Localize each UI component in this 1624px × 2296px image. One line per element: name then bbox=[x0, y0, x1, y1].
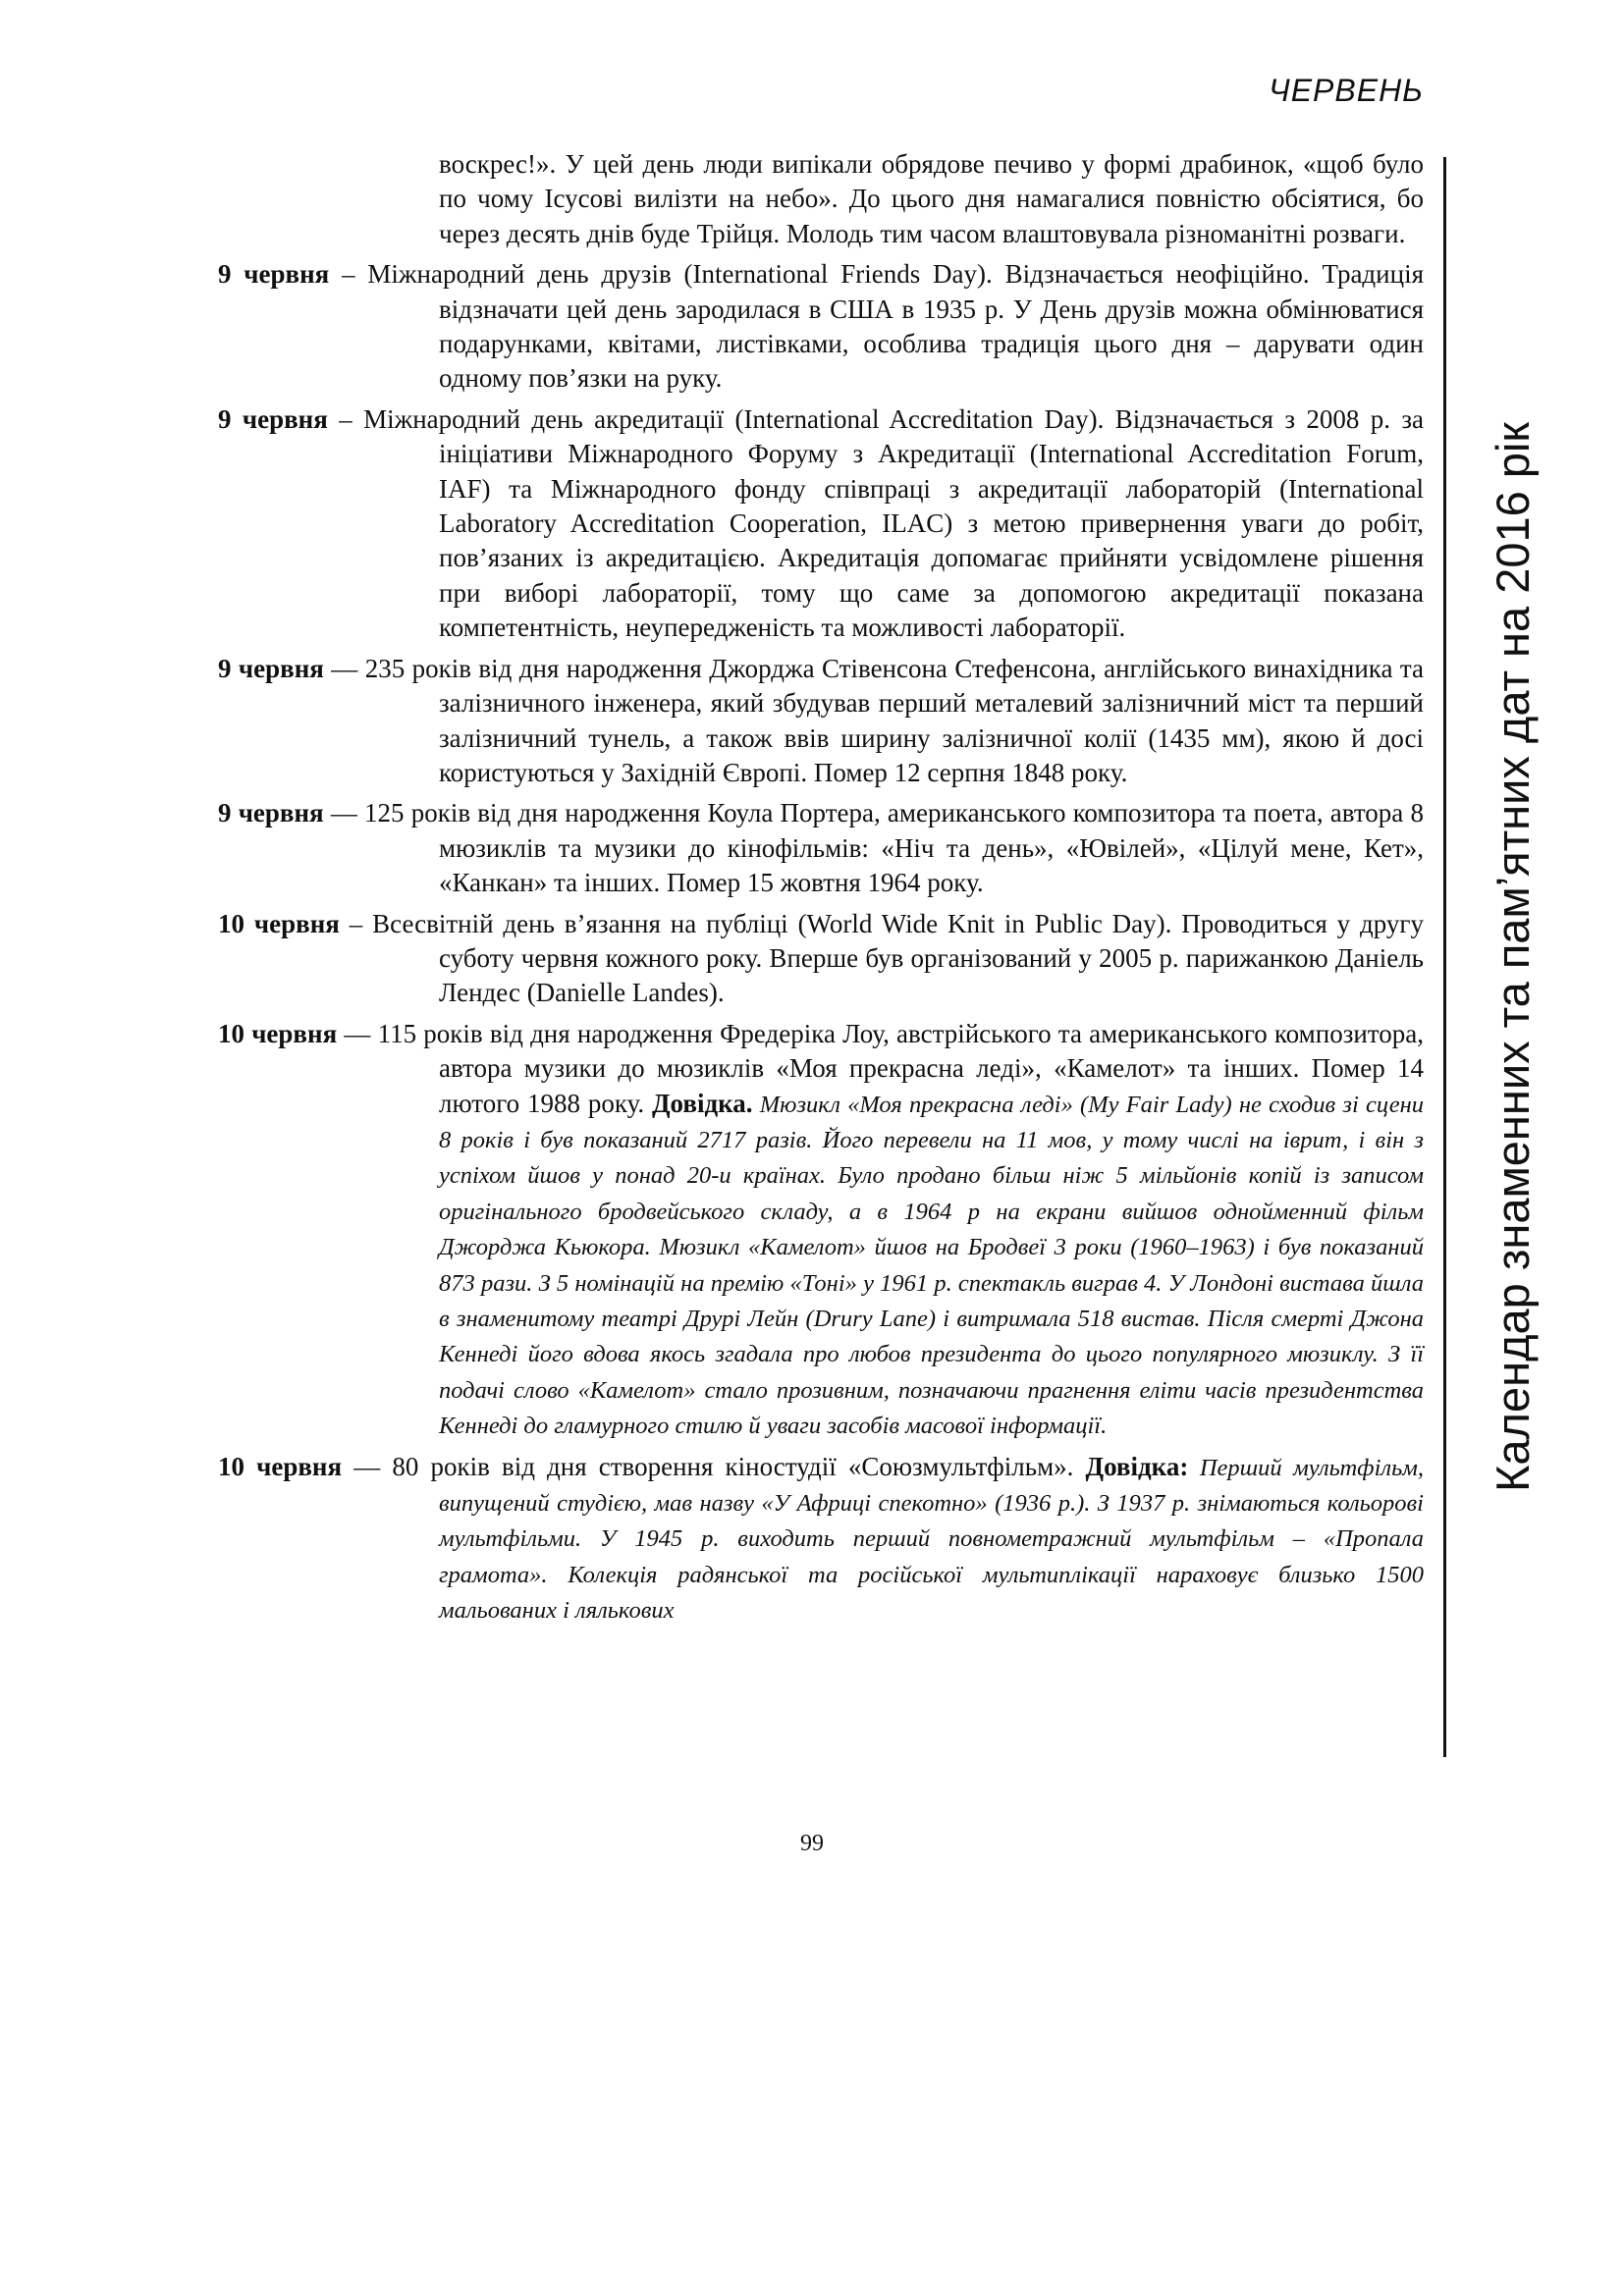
reference-note: Мюзикл «Моя прекрасна леді» (My Fair Lady) не сходив зі сцени 8 років і був показаний 2717 разів. Його перевели на 11 мов, у тому числі на іврит, і він з успіхом йшов у понад 20-и країнах. Було продано більш ніж 5 мільйонів копій із записом оригінального бродвейського складу, а в 1964 р на екрани вийшов однойменний фільм Джорджа Кьюкора. Мюзикл «Камелот» йшов на Бродвеї 3 роки (1960–1963) і був показаний 873 рази. З 5 номінацій на премію «Тоні» у 1961 р. спектакль виграв 4. У Лондоні вистава йшла в знаменитому театрі Друрі Лейн (Drury Lane) і витримала 518 вистав. Після смерті Джона Кеннеді його вдова якось згадала про любов президента до цього популярного мюзиклу. З її подачі слово «Камелот» стало прозивним, позначаючи прагнення еліти часів президентства Кеннеді до гламурного стилю й уваги засобів масової інформації. bbox=[439, 1091, 1424, 1440]
entry-text: — 115 років від дня народження Фредеріка Лоу, австрійського та американського композитора, автора музики до мюзиклів «Моя прекрасна леді», «Камелот» та інших. Помер 14 лютого 1988 року. bbox=[337, 1018, 1424, 1118]
date-entry bbox=[218, 796, 1424, 900]
entry-text: – Міжнародний день друзів (International Friends Day). Відзначається неофіційно. Традиція відзначати цей день зародилася в США в 1935 р. У День друзів можна обмінюватися подарунками, квітами, листівками, особлива традиція цього дня – дарувати один одному пов’язки на руку. bbox=[329, 259, 1424, 394]
entry-date: 9 червня bbox=[218, 403, 328, 434]
entry-text: — 125 років від дня народження Коула Портера, американського композитора та поета, автора 8 мюзиклів та музики до кінофільмів: «Ніч та день», «Ювілей», «Цілуй мене, Кет», «Канкан» та інших. Помер 15 жовтня 1964 року. bbox=[323, 798, 1424, 898]
entry-text: – Всесвітній день в’язання на публіці (World Wide Knit in Public Day). Проводиться у другу суботу червня кожного року. Вперше був організований у 2005 р. парижанкою Даніель Лендес (Danielle Landes). bbox=[339, 908, 1424, 1008]
entry-date: 9 червня bbox=[218, 259, 330, 290]
page-header-title: ЧЕРВЕНЬ bbox=[1269, 73, 1424, 108]
page-body bbox=[218, 147, 1424, 1629]
reference-label: Довідка. bbox=[651, 1088, 753, 1118]
date-entry bbox=[218, 907, 1424, 1011]
date-entry bbox=[218, 1450, 1424, 1629]
entry-text: — 235 років від дня народження Джорджа Стівенсона Стефенсона, англійського винахідника та залізничного інженера, який збудував перший металевий залізничний міст та перший залізничний тунель, а також ввів ширину залізничної колії (1435 мм), якою й досі користуються у Західній Європі. Помер 12 серпня 1848 року. bbox=[323, 653, 1424, 787]
entry-text: – Міжнародний день акредитації (International Accreditation Day). Відзначається з 2008 р. за ініціативи Міжнародного Форуму з Акредитації (International Accreditation Forum, IAF) та Міжнародного фонду співпраці з акредитації лабораторій (International Laboratory Accreditation Cooperation, ILAC) з метою привернення уваги до робіт, пов’язаних із акредитацією. Акредитація допомагає прийняти усвідомлене рішення при виборі лабораторії, тому що саме за допомогою акредитації показана компетентність, неупередженість та можливості лабораторії. bbox=[327, 403, 1424, 643]
entry-date: 10 червня bbox=[218, 908, 340, 938]
reference-label: Довідка: bbox=[1085, 1451, 1189, 1481]
side-vertical-rule bbox=[1443, 157, 1446, 1757]
side-running-title: Календар знаменних та пам’ятних дат на 2016 рік bbox=[1487, 422, 1539, 1492]
entry-text: — 80 років від дня створення кіностудії «Союзмультфільм». bbox=[342, 1451, 1086, 1481]
continued-paragraph: воскрес!». У цей день люди випікали обрядове печиво у формі драбинок, «щоб було по чому Ісусові вилізти на небо». До цього дня намагалися повністю обсіятися, бо через десять днів буде Трійця. Молодь тим часом влаштовувала різноманітні розваги. bbox=[439, 149, 1424, 248]
date-entry bbox=[218, 1017, 1424, 1444]
date-entry bbox=[218, 257, 1424, 397]
entry-date: 9 червня bbox=[218, 653, 324, 683]
reference-note: Перший мультфільм, випущений студією, мав назву «У Африці спекотно» (1936 р.). З 1937 р. знімаються кольорові мультфільми. У 1945 р. виходить перший повнометражний мультфільм – «Пропала грамота». Колекція радянської та російської мультиплікації нараховує близько 1500 мальованих і лялькових bbox=[439, 1454, 1424, 1625]
page-number: 99 bbox=[800, 1831, 824, 1856]
date-entry bbox=[218, 402, 1424, 646]
date-entry bbox=[218, 652, 1424, 791]
entry-date: 10 червня bbox=[218, 1451, 343, 1481]
entry-date: 9 червня bbox=[218, 798, 324, 828]
entry-date: 10 червня bbox=[218, 1018, 338, 1048]
